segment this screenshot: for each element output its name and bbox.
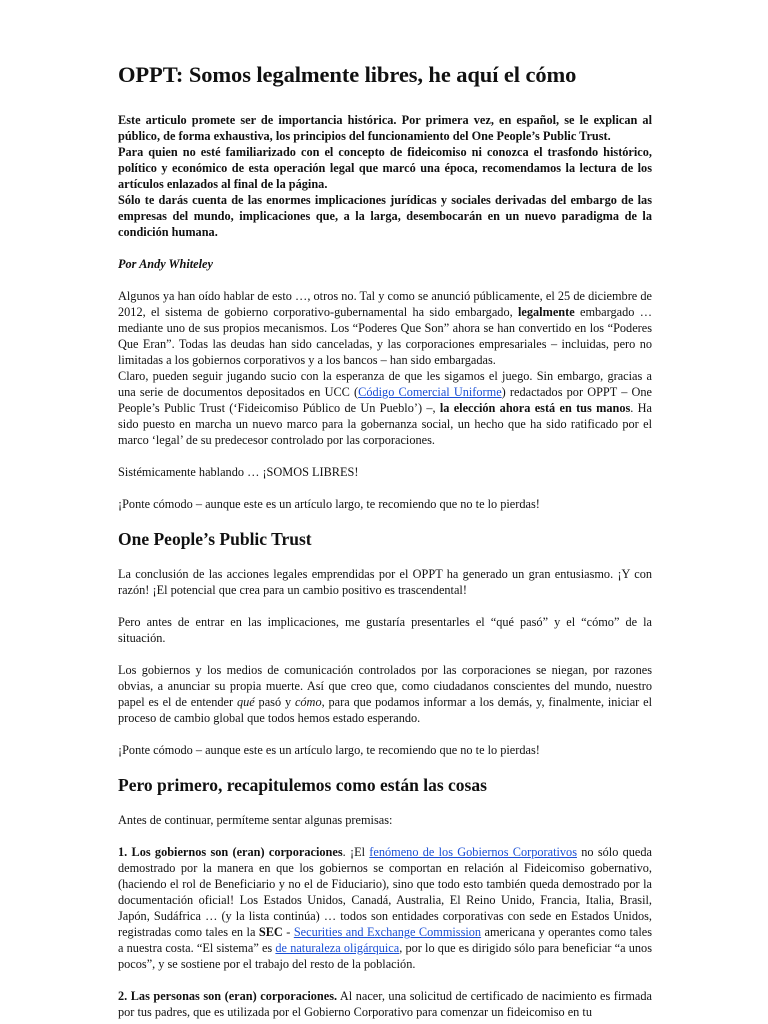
section-heading: One People’s Public Trust [118,529,312,549]
paragraph [118,288,652,368]
oligarchic-link[interactable]: de naturaleza oligárquica [275,941,400,955]
ucc-link[interactable]: Código Comercial Uniforme [358,385,502,399]
bold-text: 2. Las personas son (eran) corporaciones. [118,989,338,1003]
text-span: . ¡El [342,845,370,859]
text-span: americana y operantes como tales a nuestra costa. “El sistema” es [118,925,652,955]
text-span: Algunos ya han oído hablar de esto …, otros no. Tal y como se anunció públicamente, el 25 de diciembre de 2012, el sistema de gobierno corporativo-gubernamental ha sido embargado, [118,289,652,319]
corporate-governments-link[interactable]: fenómeno de los Gobiernos Corporativos [369,845,577,859]
text-span: - [282,925,294,939]
paragraph: Antes de continuar, permíteme sentar algunas premisas: [118,813,393,827]
paragraph: ¡Ponte cómodo – aunque este es un artículo largo, te recomiendo que no te lo pierdas! [118,743,540,757]
bold-text: 1. Los gobiernos son (eran) corporaciones [118,845,343,859]
paragraph: La conclusión de las acciones legales emprendidas por el OPPT ha generado un gran entusiasmo. ¡Y con razón! ¡El potencial que crea para un cambio positivo es trascendental! [118,567,652,597]
paragraph: Pero antes de entrar en las implicaciones, me gustaría presentarles el “qué pasó” y el “cómo” de la situación. [118,615,652,645]
text-span: . Ha sido puesto en marcha un nuevo marco para la gobernanza social, un hecho que ha sido ratificado por el marco ‘legal’ de su predecesor controlado por las corporaciones. [118,401,652,447]
paragraph [118,988,652,1020]
intro-paragraph: Para quien no esté familiarizado con el concepto de fideicomiso ni conozca el trasfondo histórico, político y económico de esta operación legal que marcó una época, recomendamos la lectura de los artículos enlazados al final de la página. [118,145,652,191]
intro-paragraph: Sólo te darás cuenta de las enormes implicaciones jurídicas y sociales derivadas del embargo de las empresas del mundo, implicaciones que, a la larga, desembocarán en un nuevo paradigma de la condición humana. [118,193,652,239]
text-span: , para que podamos informar a los demás, y, finalmente, iniciar el proceso de cambio global que todos hemos estado esperando. [118,695,653,725]
intro-block [118,112,652,240]
text-span: , por lo que es dirigido sólo para beneficiar “a unos pocos”, y se sostiene por el trabajo del resto de la población. [118,941,652,971]
byline: Por Andy Whiteley [118,257,213,271]
intro-paragraph: Este articulo promete ser de importancia histórica. Por primera vez, en español, se le explican al público, de forma exhaustiva, los principios del funcionamiento del One People’s Public Trust. [118,113,652,143]
italic-text: qué [236,695,255,709]
sec-link[interactable]: Securities and Exchange Commission [293,925,482,939]
text-span: pasó y [254,695,295,709]
text-span: ) redactados por OPPT – One People’s Public Trust (‘Fideicomiso Público de Un Pueblo’) –, [118,385,652,415]
page-title: OPPT: Somos legalmente libres, he aquí el cómo [118,62,577,87]
paragraph [118,662,652,726]
bold-text: SEC [258,925,283,939]
text-span: embargado … mediante uno de sus propios mecanismos. Los “Poderes Que Son” ahora se han convertido en los “Poderes Que Eran”. Todas las deudas han sido canceladas, y las corporaciones empresariales – incluidas, pero no limitadas a los gobiernos corporativos y a los bancos – han sido embargadas. [118,305,652,367]
text-span: Al nacer, una solicitud de certificado de nacimiento es firmada por tus padres, que es utilizada por el Gobierno Corporativo para comenzar un fideicomiso en tu [118,989,652,1019]
paragraph: ¡Ponte cómodo – aunque este es un artículo largo, te recomiendo que no te lo pierdas! [118,497,540,511]
paragraph-group [118,288,652,448]
text-span: no sólo queda demostrado por la manera en que los gobiernos se comportan en relación al Fideicomiso gobernativo, (haciendo el rol de Beneficiario y no el de Fiduciario), sino que todo esto también queda demostrado por la documentación oficial! Los Estados Unidos, Canadá, Australia, El Reino Unido, Francia, Italia, Brasil, Japón, Sudáfrica … (y la lista continúa) … todos son entidades corporativas con sede en Estados Unidos, registradas como tales en la [118,845,652,939]
bold-text: legalmente [517,305,575,319]
paragraph [118,844,652,972]
text-span: Claro, pueden seguir jugando sucio con la esperanza de que les sigamos el juego. Sin embargo, gracias a una serie de documentos depositados en UCC ( [118,369,652,399]
italic-text: cómo [294,695,322,709]
bold-text: la elección ahora está en tus manos [439,401,631,415]
paragraph [118,368,652,448]
section-heading: Pero primero, recapitulemos como están las cosas [118,775,487,795]
paragraph: Sistémicamente hablando … ¡SOMOS LIBRES! [118,465,359,479]
text-span: Los gobiernos y los medios de comunicación controlados por las corporaciones se niegan, por razones obvias, a anunciar su propia muerte. Así que creo que, como ciudadanos conscientes del mundo, nuestro papel es el de entender [118,663,652,709]
